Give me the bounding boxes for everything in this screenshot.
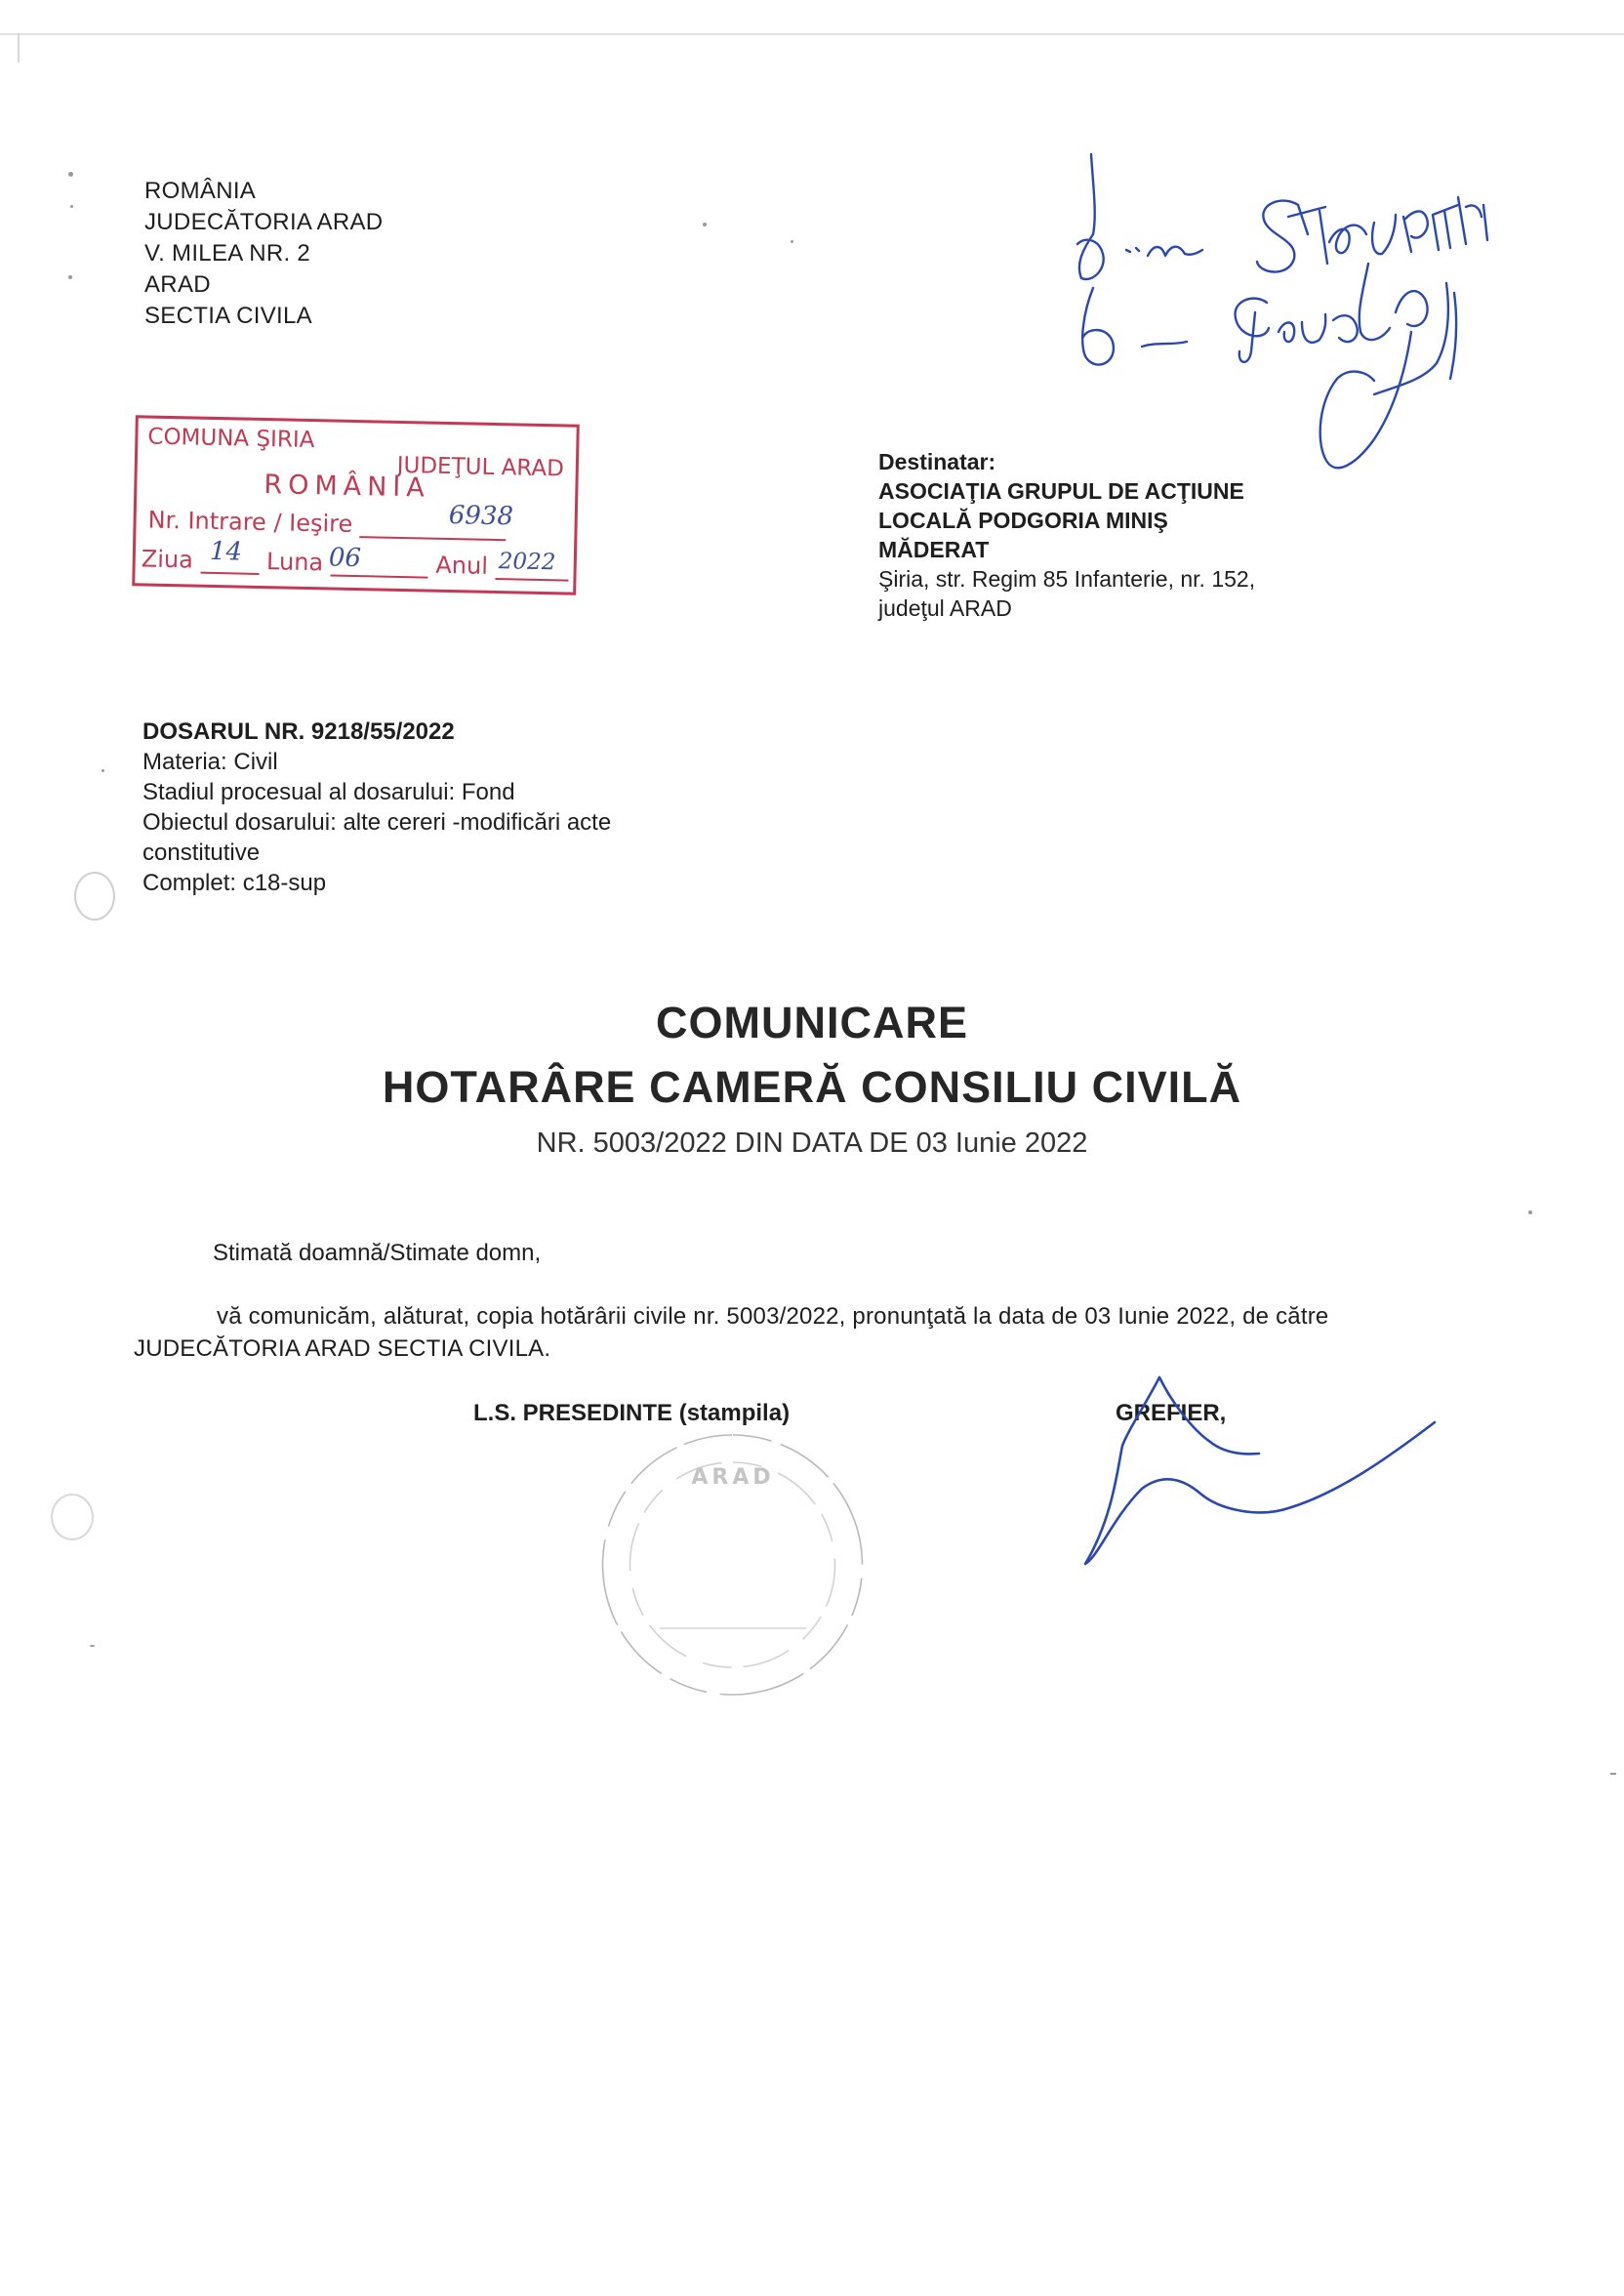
stamp-year-label: Anul — [435, 551, 489, 580]
recipient-name-line3: MĂDERAT — [878, 537, 990, 562]
stamp-entry-number: 6938 — [448, 501, 514, 532]
recipient-block — [878, 447, 1255, 623]
scan-speck — [1528, 1210, 1532, 1214]
case-matter: Materia: Civil — [142, 749, 278, 775]
scan-edge-mark — [18, 33, 20, 62]
header-court: JUDECĂTORIA ARAD — [144, 209, 384, 235]
stamp-commune: COMUNA ŞIRIA — [147, 424, 315, 454]
court-seal — [591, 1423, 874, 1706]
stamp-month-value: 06 — [328, 543, 362, 574]
scan-speck — [791, 240, 793, 243]
registry-stamp — [132, 415, 580, 594]
header-section: SECTIA CIVILA — [144, 303, 312, 329]
case-details — [142, 717, 728, 898]
scan-speck — [70, 205, 73, 208]
scan-speck — [1610, 1773, 1616, 1775]
stamp-year-blank — [495, 578, 568, 582]
header-country: ROMÂNIA — [144, 178, 257, 204]
scan-speck — [68, 275, 72, 279]
scan-speck — [90, 1645, 95, 1647]
court-header — [144, 176, 383, 332]
case-stage: Stadiul procesual al dosarului: Fond — [142, 779, 515, 805]
greeting: Stimată doamnă/Stimate domn, — [213, 1240, 542, 1266]
stamp-county: JUDEŢUL ARAD — [396, 452, 565, 482]
stamp-country: ROMÂNIA — [264, 470, 431, 504]
scan-edge-line — [0, 33, 1624, 35]
stamp-month-blank — [330, 574, 427, 578]
scan-speck — [68, 172, 73, 177]
decision-reference: NR. 5003/2022 DIN DATA DE 03 Iunie 2022 — [536, 1128, 1088, 1159]
scan-speck — [703, 223, 707, 226]
seal-text: ARAD — [691, 1465, 775, 1490]
stamp-entry-blank — [360, 536, 507, 541]
recipient-address-line2: judeţul ARAD — [878, 595, 1012, 621]
recipient-name-line1: ASOCIAŢIA GRUPUL DE ACŢIUNE — [878, 478, 1244, 504]
stamp-entry-label: Nr. Intrare / Ieşire — [147, 506, 353, 538]
recipient-label: Destinatar: — [878, 449, 996, 474]
recipient-name-line2: LOCALĂ PODGORIA MINIŞ — [878, 508, 1168, 533]
header-city: ARAD — [144, 271, 211, 298]
clerk-signature-label: GREFIER, — [1116, 1400, 1227, 1426]
document-title: COMUNICARE — [656, 998, 968, 1047]
document-subtitle: HOTARÂRE CAMERĂ CONSILIU CIVILĂ — [382, 1062, 1242, 1112]
president-signature-label: L.S. PRESEDINTE (stampila) — [473, 1400, 791, 1426]
body-paragraph: vă comunicăm, alăturat, copia hotărârii civile nr. 5003/2022, pronunţată la data de 03 Iunie 2022, de către JUDECĂTORIA ARAD SECTIA CIVILA. — [134, 1303, 1329, 1362]
case-panel: Complet: c18-sup — [142, 870, 327, 896]
punch-hole-mark — [74, 872, 115, 921]
header-street: V. MILEA NR. 2 — [144, 240, 311, 266]
stamp-day-label: Ziua — [141, 545, 194, 574]
recipient-address-line1: Şiria, str. Regim 85 Infanterie, nr. 152, — [878, 566, 1256, 592]
stamp-day-blank — [200, 572, 259, 575]
stamp-month-label: Luna — [265, 548, 324, 577]
punch-hole-mark — [51, 1494, 94, 1540]
case-object: Obiectul dosarului: alte cereri -modificări acte constitutive — [142, 809, 612, 866]
stamp-year-value: 2022 — [498, 549, 556, 576]
case-number: DOSARUL NR. 9218/55/2022 — [142, 718, 455, 745]
scan-speck — [102, 769, 104, 772]
stamp-day-value: 14 — [209, 536, 243, 567]
clerk-handwritten-signature — [1074, 1372, 1454, 1586]
